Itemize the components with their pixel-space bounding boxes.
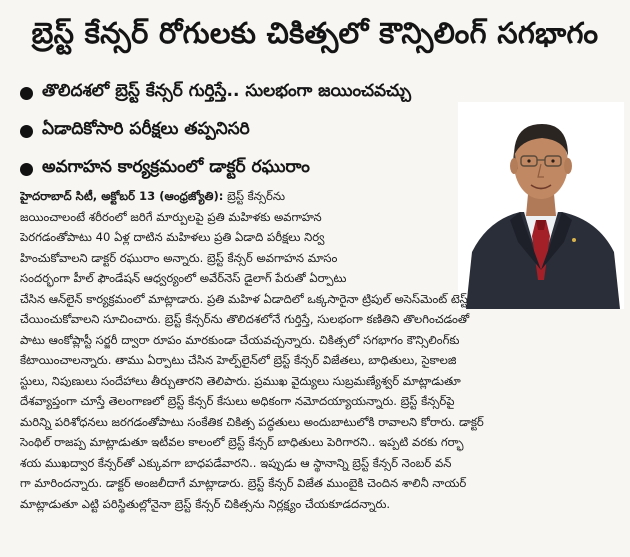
bullet-text: తొలిదశలో బ్రెస్ట్ కేన్సర్ గుర్తిస్తే.. సులభంగా జయించవచ్చు: [42, 81, 412, 101]
article-line-text: బ్రెస్ట్ కేన్సర్‌ను: [227, 189, 285, 203]
article-line-first: [20, 186, 450, 207]
article-line: జయించాలంటే శరీరంలో జరిగే మార్పులపై ప్రతి మహిళకు అవగాహన: [20, 209, 322, 224]
article-line: సెంథిల్ రాజప్ప మాట్లాడుతూ ఇటీవల కాలంలో బ్రెస్ట్ కేన్సర్ బాధితులు పెరిగారని.. ఇప్పటి వరకు గర్భా: [20, 435, 464, 449]
dateline: హైదరాబాద్ సిటీ, అక్టోబర్ 13 (ఆంధ్రజ్యోతి):: [20, 189, 224, 203]
article-line: హించుకోవాలని డాక్టర్ రఘురాం అన్నారు. బ్రెస్ట్ కేన్సర్ అవగాహన మాసం: [20, 250, 338, 265]
article-line: మరిన్ని పరిశోధనలు జరగడంతోపాటు సంకేతిక చికిత్స పద్ధతులు అందుబాటులోకి రావాలని కోరారు. డాక్టర్: [20, 414, 484, 429]
article-line: పెరగడంతోపాటు 40 ఏళ్ల దాటిన మహిళలు ప్రతి ఏడాది పరీక్షలు నిర్వ: [20, 230, 325, 244]
bullet-dot-icon: [20, 87, 33, 100]
article-line: చేయించుకోవాలని సూచించారు. బ్రెస్ట్ కేన్సర్‌ను తొలిదశలోనే గుర్తిస్తే, సులభంగా కణితిని తొలగించడంతో: [20, 312, 470, 326]
bullet-dot-icon: [20, 125, 33, 138]
bullet-item: [20, 150, 460, 188]
article-body: [20, 186, 620, 514]
article-line: చేసిన ఆన్‌లైన్ కార్యక్రమంలో మాట్లాడారు. ప్రతి మహిళ ఏడాదిలో ఒక్కసారైనా ట్రిపుల్ అసెస్‌మెంట్ టెస్ట్: [20, 291, 468, 306]
bullet-item: [20, 74, 460, 112]
bullet-text: ఏడాదికోసారి పరీక్షలు తప్పనిసరి: [42, 119, 250, 139]
bullet-item: [20, 112, 460, 150]
bullet-list: [20, 74, 460, 188]
article-line: శయ ముఖద్వార కేన్సర్‌తో ఎక్కువగా బాధపడేవారని.. ఇప్పుడు ఆ స్థానాన్ని బ్రెస్ట్ కేన్సర్ నెంబర్ వన్: [20, 455, 452, 470]
article-line: పాటు ఆంకోప్లాస్టీ సర్జరీ ద్వారా రూపం మారకుండా చేయవచ్చన్నారు. చికిత్సలో సగభాగం కౌన్సిలింగ్‌కు: [20, 332, 460, 347]
bullet-dot-icon: [20, 163, 33, 176]
article-line: కేటాయించాలన్నారు. తాము ఏర్పాటు చేసిన హెల్ప్‌లైన్‌లో బ్రెస్ట్ కేన్సర్ విజేతలు, బాధితులు, సైకాలజి: [20, 353, 457, 367]
article-line: దేశవ్యాప్తంగా చూస్తే తెలంగాణలో బ్రెస్ట్ కేన్సర్ కేసులు అధికంగా నమోదయ్యాయన్నారు. బ్రెస్ట్ కేన్సర్‌పై: [20, 394, 455, 408]
article-line: గా మారిందన్నారు. డాక్టర్ అంజలీదాగే మాట్లాడారు. బ్రెస్ట్ కేన్సర్ విజేత ముంబైకి చెందిన శాలినీ నాయర్: [20, 476, 467, 490]
article-line: సందర్భంగా హీల్ ఫౌండేషన్ ఆధ్వర్యంలో అవేర్‌నెస్ డైలాగ్ పేరుతో ఏర్పాటు: [20, 271, 347, 285]
article-line: స్టులు, నిపుణులు సందేహాలు తీర్చుతారని తెలిపారు. ప్రముఖ వైద్యులు సుబ్రమణ్యేశ్వర్ మాట్లాడుతూ: [20, 373, 461, 388]
headline: బ్రెస్ట్ కేన్సర్ రోగులకు చికిత్సలో కౌన్సిలింగ్ సగభాగం: [31, 16, 599, 50]
bullet-text: అవగాహన కార్యక్రమంలో డాక్టర్ రఘురాం: [42, 157, 310, 177]
article-line: మాట్లాడుతూ ఎట్టి పరిస్థితుల్లోనైనా బ్రెస్ట్ కేన్సర్ చికిత్సను నిర్లక్ష్యం చేయకూడదన్నారు.: [20, 496, 391, 511]
